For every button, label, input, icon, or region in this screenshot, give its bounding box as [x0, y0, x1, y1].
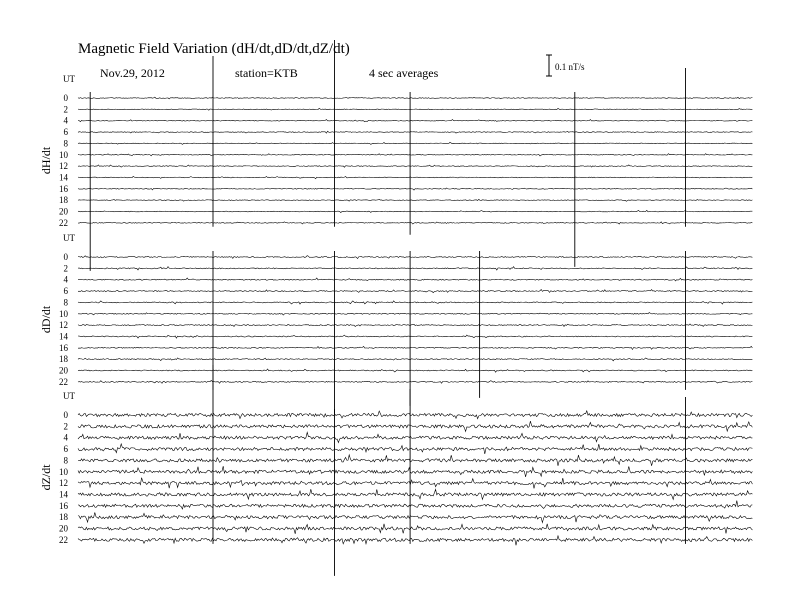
ut-tick-label: 20 [59, 365, 68, 376]
panel-ylabel: dZ/dt [39, 464, 53, 491]
ut-tick-label: 0 [63, 93, 68, 103]
panel-ylabel: dH/dt [39, 146, 53, 175]
trace-line [78, 267, 752, 270]
trace-line [78, 466, 752, 477]
trace-line [78, 358, 752, 361]
trace-line [78, 313, 752, 316]
ut-tick-label: 18 [59, 512, 68, 523]
ut-tick-label: 10 [59, 466, 68, 477]
ut-tick-label: 6 [63, 286, 68, 297]
trace-line [78, 165, 752, 167]
station-label: station=KTB [235, 66, 298, 80]
trace-line [78, 512, 752, 522]
trace-line [78, 154, 752, 156]
trace-line [78, 455, 752, 466]
trace-line [78, 301, 752, 304]
trace-line [78, 222, 752, 224]
trace-line [78, 108, 752, 110]
ut-tick-label: 4 [63, 274, 68, 285]
ut-tick-label: 16 [59, 500, 68, 511]
ut-label: UT [63, 74, 75, 84]
panel-dD-dt [39, 233, 752, 414]
trace-line [78, 210, 752, 212]
trace-line [78, 369, 752, 372]
ut-tick-label: 14 [59, 331, 68, 342]
ut-tick-label: 10 [59, 308, 68, 319]
trace-line [78, 421, 752, 431]
trace-line [78, 536, 752, 546]
trace-line [78, 524, 752, 534]
ut-tick-label: 2 [63, 421, 68, 432]
trace-panels [39, 40, 752, 576]
trace-line [78, 346, 752, 349]
ut-tick-label: 14 [59, 172, 68, 183]
ut-tick-label: 14 [59, 489, 68, 500]
ut-tick-label: 6 [63, 444, 68, 455]
ut-tick-label: 10 [59, 149, 68, 160]
trace-line [78, 120, 752, 122]
panel-dZ-dt [39, 365, 752, 576]
ut-tick-label: 12 [59, 320, 68, 331]
ut-tick-label: 16 [59, 342, 68, 353]
trace-line [78, 97, 752, 99]
scale-bar [546, 55, 585, 76]
ut-tick-label: 0 [63, 252, 68, 262]
trace-line [78, 335, 752, 338]
ut-tick-label: 20 [59, 206, 68, 217]
date-label: Nov.29, 2012 [100, 66, 165, 80]
trace-line [78, 432, 752, 442]
ut-tick-label: 16 [59, 183, 68, 194]
ut-label: UT [63, 233, 75, 243]
ut-tick-label: 12 [59, 478, 68, 489]
ut-tick-label: 22 [59, 534, 68, 545]
trace-line [78, 278, 752, 281]
trace-line [78, 176, 752, 178]
ut-tick-label: 2 [63, 263, 68, 274]
scale-bar-label: 0.1 nT/s [555, 62, 585, 72]
ut-label: UT [63, 391, 75, 401]
ut-tick-label: 8 [63, 297, 68, 308]
ut-tick-label: 0 [63, 410, 68, 420]
ut-tick-label: 8 [63, 455, 68, 466]
ut-tick-label: 2 [63, 104, 68, 115]
chart-title: Magnetic Field Variation (dH/dt,dD/dt,dZ/dt) [78, 41, 350, 57]
ut-tick-label: 18 [59, 354, 68, 365]
trace-line [78, 478, 752, 489]
ut-tick-label: 6 [63, 127, 68, 138]
ut-tick-label: 22 [59, 217, 68, 228]
trace-line [78, 256, 752, 259]
ut-tick-label: 4 [63, 432, 68, 443]
ut-tick-label: 4 [63, 115, 68, 126]
trace-line [78, 289, 752, 292]
ut-tick-label: 8 [63, 138, 68, 149]
ut-tick-label: 20 [59, 523, 68, 534]
trace-line [78, 324, 752, 327]
averaging-label: 4 sec averages [369, 66, 439, 80]
trace-line [78, 199, 752, 201]
trace-line [78, 489, 752, 499]
ut-tick-label: 12 [59, 161, 68, 172]
trace-line [78, 380, 752, 383]
trace-line [78, 444, 752, 454]
trace-line [78, 131, 752, 133]
trace-line [78, 411, 752, 419]
trace-line [78, 501, 752, 510]
panel-ylabel: dD/dt [39, 305, 53, 334]
ut-tick-label: 22 [59, 376, 68, 387]
trace-line [78, 142, 752, 144]
trace-line [78, 188, 752, 190]
ut-tick-label: 18 [59, 195, 68, 206]
